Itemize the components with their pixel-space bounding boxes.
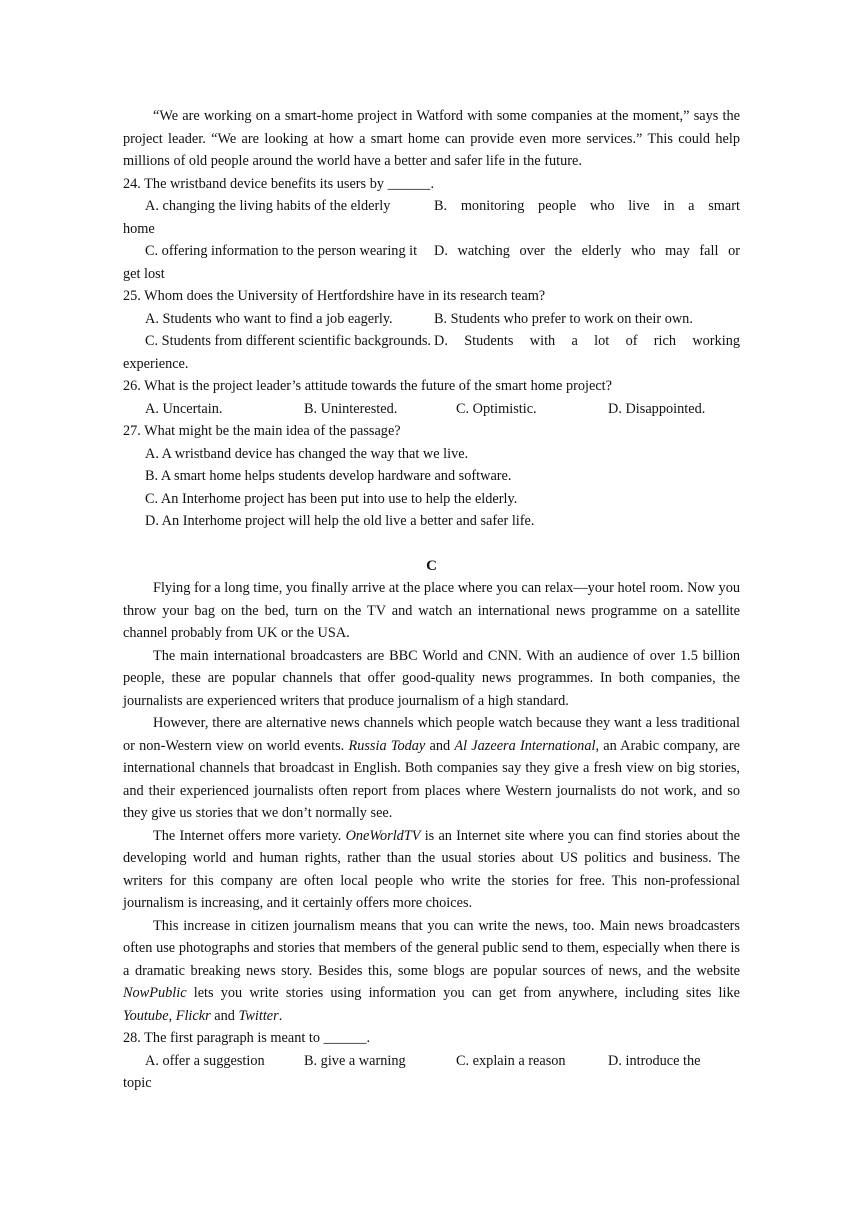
question-24-option-d: D. watching over the elderly who may fall or: [434, 243, 740, 259]
text-run: ,: [168, 1007, 176, 1024]
text-run: lets you write stories using information you can get from anywhere, including sites like: [186, 985, 740, 1001]
question-28-option-d: [608, 1050, 740, 1073]
question-28-option-c: C. explain a reason: [456, 1052, 566, 1069]
text-run: The Internet offers more variety.: [153, 827, 346, 844]
section-c-paragraph-4: [123, 825, 740, 915]
question-26-options: [123, 398, 740, 421]
question-24-row-cd: [123, 240, 740, 263]
site-name: Twitter: [238, 1007, 279, 1024]
section-c-paragraph-5: [123, 915, 740, 1028]
channel-name: Russia Today: [348, 737, 426, 754]
question-28-options: [123, 1050, 740, 1073]
question-25-stem: 25. Whom does the University of Hertfordshire have in its research team?: [123, 288, 546, 304]
question-25-option-c: C. Students from different scientific backgrounds.: [145, 333, 432, 349]
question-28-option-d-continued: topic: [123, 1075, 152, 1091]
question-24-stem: 24. The wristband device benefits its users by ______.: [123, 175, 435, 192]
question-28-option-a: A. offer a suggestion: [145, 1052, 265, 1069]
question-28-stem: 28. The first paragraph is meant to ______.: [123, 1030, 371, 1046]
site-name: Youtube: [123, 1007, 169, 1024]
section-c-paragraph-1: Flying for a long time, you finally arrive at the place where you can relax—your hotel room. Now you throw your bag on the bed, turn on the TV and watch an international news programme on a satellite channel probably from UK or the USA.: [123, 580, 740, 641]
question-24-option-b: B. monitoring people who live in a smart: [434, 198, 740, 214]
text-run: and: [425, 737, 455, 754]
question-26-option-d: D. Disappointed.: [608, 400, 706, 417]
text-run: .: [278, 1007, 283, 1024]
question-27-stem: 27. What might be the main idea of the passage?: [123, 423, 401, 439]
site-name: Flickr: [175, 1007, 211, 1024]
site-name: OneWorldTV: [345, 827, 421, 844]
question-28-option-d-text: D. introduce the: [608, 1052, 701, 1069]
question-27-option-c: C. An Interhome project has been put into use to help the elderly.: [145, 490, 518, 507]
question-25-option-b: B. Students who prefer to work on their own.: [434, 310, 693, 327]
text-run: , an Arabic company, are international channels that broadcast in English. Both companies say they give a fresh view on big stories, and their experienced journalists often report from places where Western journalists do not work, and so they give us stories that we don’t normally see.: [123, 737, 741, 821]
question-25-option-a: A. Students who want to find a job eagerly.: [145, 310, 393, 327]
question-24-option-b-continued: home: [123, 220, 155, 237]
question-27-option-b: B. A smart home helps students develop hardware and software.: [145, 468, 512, 484]
exam-page: [123, 105, 740, 1095]
section-c-paragraph-3: [123, 712, 740, 825]
channel-name: Al Jazeera International: [454, 737, 596, 754]
question-25-option-d-continued: experience.: [123, 355, 189, 372]
text-run: However, there are alternative news channels which people watch because they want a less traditional or non-Western view on world events.: [123, 715, 740, 754]
question-27-option-a: A. A wristband device has changed the way that we live.: [145, 445, 469, 462]
text-run: is an Internet site where you can find stories about the developing world and human rights, rather than the usual stories about US politics and business. The writers for this company are often local people who write the stories for free. This non-professional journalism is increasing, and it certainly offers more choices.: [123, 827, 740, 911]
question-24-option-c: C. offering information to the person wearing it: [145, 243, 418, 259]
intro-paragraph: “We are working on a smart-home project in Watford with some companies at the moment,” says the project leader. “We are looking at how a smart home can provide even more services.” This could help millions of old people around the world have a better and safer life in the future.: [123, 108, 740, 169]
question-25-row-cd: [123, 330, 740, 353]
text-run: and: [210, 1007, 239, 1024]
question-25-option-d: D. Students with a lot of rich working: [434, 333, 740, 349]
text-run: This increase in citizen journalism means that you can write the news, too. Main news broadcasters often use photographs and stories that members of the general public send to them, especially when there is a dramatic breaking news story. Besides this, some blogs are popular sources of news, and the website: [123, 917, 740, 979]
section-c-heading: C: [426, 557, 437, 574]
question-26-option-b: B. Uninterested.: [304, 400, 398, 417]
question-26-stem: 26. What is the project leader’s attitude towards the future of the smart home project?: [123, 378, 612, 394]
question-26-option-c: C. Optimistic.: [456, 400, 537, 417]
site-name: NowPublic: [123, 985, 187, 1001]
question-25-row-ab: [123, 308, 740, 331]
question-27-option-d: D. An Interhome project will help the old live a better and safer life.: [145, 513, 535, 529]
question-24-row-ab: [123, 195, 740, 218]
question-26-option-a: A. Uncertain.: [145, 400, 223, 417]
question-24-option-d-continued: get lost: [123, 265, 165, 282]
question-24-option-a: A. changing the living habits of the elderly: [145, 198, 391, 214]
section-c-paragraph-2: The main international broadcasters are BBC World and CNN. With an audience of over 1.5 billion people, these are popular channels that offer good-quality news programmes. In both companies, the journalists are experienced writers that produce journalism of a high standard.: [123, 647, 740, 709]
question-28-option-b: B. give a warning: [304, 1052, 406, 1069]
